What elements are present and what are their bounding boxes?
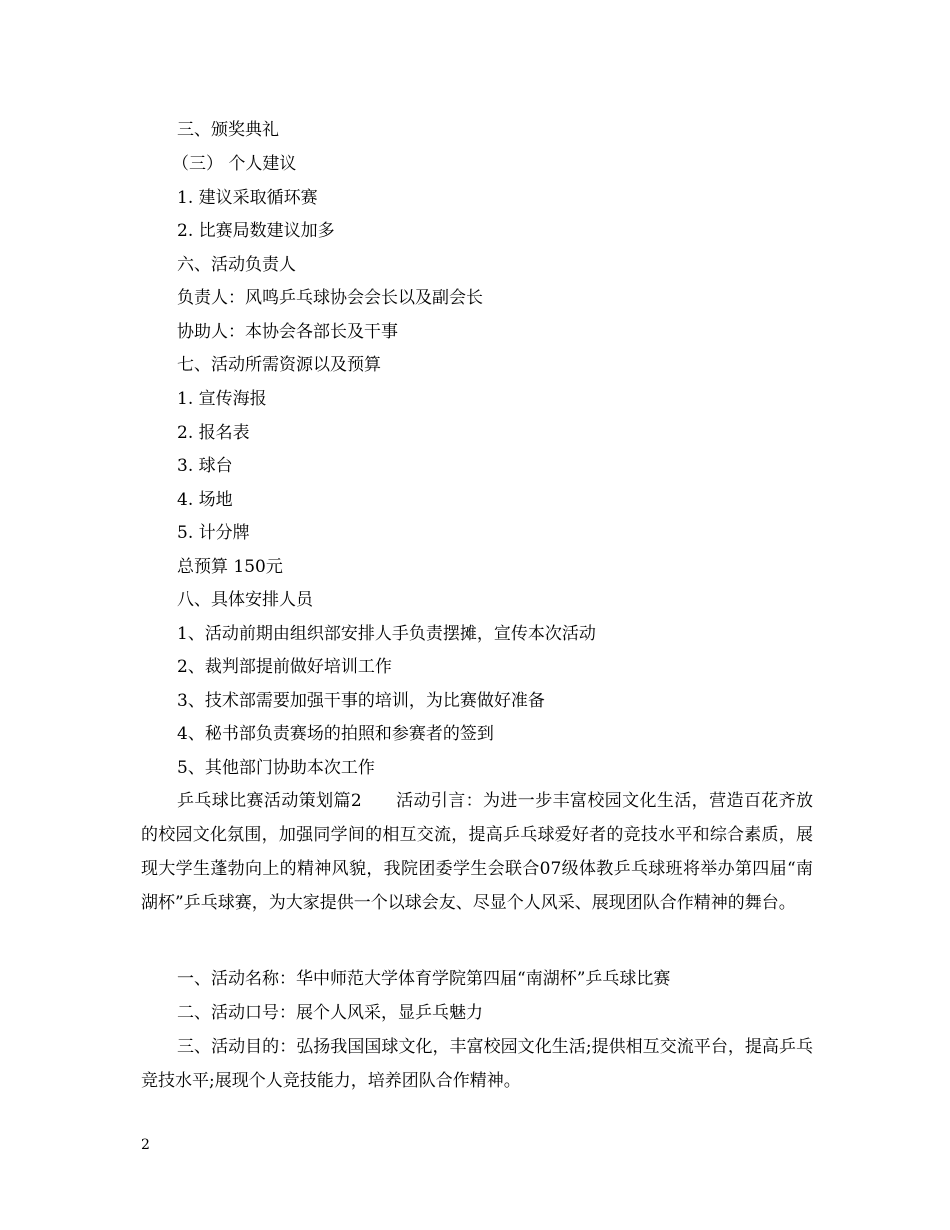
text-line: 三、颁奖典礼 — [177, 120, 279, 140]
text-line: 5、其他部门协助本次工作 — [177, 758, 375, 778]
text-line: 5. 计分牌 — [177, 523, 250, 543]
text-line: 4、秘书部负责赛场的拍照和参赛者的签到 — [177, 724, 494, 744]
text-line: 3. 球台 — [177, 456, 233, 476]
text-line: 六、活动负责人 — [177, 255, 296, 275]
text-line: 4. 场地 — [177, 490, 233, 510]
text-line: 负责人：风鸣乒乓球协会会长以及副会长 — [177, 288, 483, 308]
text-line: 2. 比赛局数建议加多 — [177, 221, 335, 241]
text-line: 1. 建议采取循环赛 — [177, 188, 318, 208]
page-number: 2 — [141, 1137, 150, 1153]
text-line: 2. 报名表 — [177, 423, 250, 443]
text-line: 1、活动前期由组织部安排人手负责摆摊，宣传本次活动 — [177, 624, 596, 644]
section-line: 一、活动名称：华中师范大学体育学院第四届“南湖杯”乒乓球比赛 — [177, 969, 671, 989]
text-line: 1. 宣传海报 — [177, 389, 267, 409]
intro-paragraph — [141, 784, 813, 920]
text-line: 八、具体安排人员 — [177, 590, 313, 610]
article-title: 乒乓球比赛活动策划篇2 — [177, 791, 362, 811]
text-line: 2、裁判部提前做好培训工作 — [177, 657, 392, 677]
text-line: 七、活动所需资源以及预算 — [177, 355, 381, 375]
purpose-paragraph: 三、活动目的：弘扬我国国球文化，丰富校园文化生活;提供相互交流平台，提高乒乓竞技水平;展现个人竞技能力，培养团队合作精神。 — [141, 1037, 813, 1091]
text-line: 总预算 150元 — [177, 557, 283, 577]
text-line: 3、技术部需要加强干事的培训，为比赛做好准备 — [177, 691, 545, 711]
intro-text: 活动引言：为进一步丰富校园文化生活，营造百花齐放的校园文化氛围，加强同学间的相互交流，提高乒乓球爱好者的竞技水平和综合素质，展现大学生蓬勃向上的精神风貌，我院团委学生会联合07级体教乒乓球班将举办第四届“南湖杯”乒乓球赛，为大家提供一个以球会友、尽显个人风采、展现团队合作精神的舞台。 — [141, 791, 813, 913]
text-line: （三） 个人建议 — [172, 154, 297, 174]
section-line: 二、活动口号：展个人风采，显乒乓魅力 — [177, 1003, 483, 1023]
text-line: 协助人：本协会各部长及干事 — [177, 322, 398, 342]
